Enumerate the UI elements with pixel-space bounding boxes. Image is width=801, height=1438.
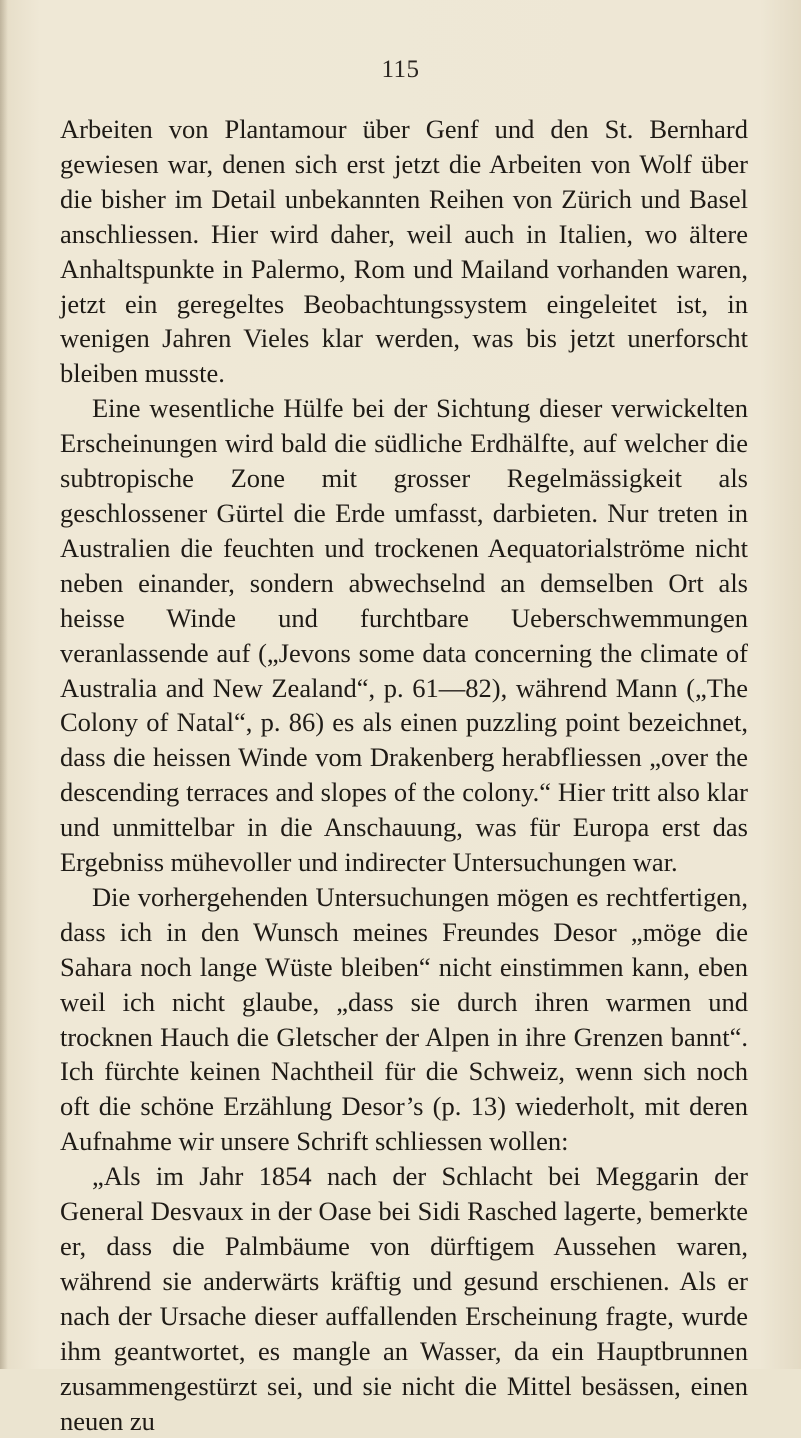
page-edge-shadow: [0, 0, 8, 1369]
paragraph: Eine wesentliche Hülfe bei der Sichtung dieser verwickelten Erscheinungen wird bald die südliche Erdhälfte, auf welcher die subtropische Zone mit grosser Regelmässigkeit als geschlossener Gürtel die Erde umfasst, darbieten. Nur treten in Australien die feuchten und trockenen Aequatorialströme nicht neben einander, sondern abwechselnd an demselben Ort als heisse Winde und furchtbare Ueberschwemmungen veranlassende auf („Jevons some data concerning the climate of Australia and New Zealand“, p. 61—82), während Mann („The Colony of Natal“, p. 86) es als einen puzzling point bezeichnet, dass die heissen Winde vom Drakenberg herabfliessen „over the descending terraces and slopes of the colony.“ Hier tritt also klar und unmittelbar in die Anschauung, was für Europa erst das Ergebniss mühevoller und indirecter Untersuchungen war.: [60, 393, 748, 878]
page-number: 115: [381, 56, 420, 83]
paragraph: Die vorhergehenden Untersuchungen mögen es rechtfertigen, dass ich in den Wunsch meines Freundes Desor „möge die Sahara noch lange Wüste bleiben“ nicht einstimmen kann, eben weil ich nicht glaube, „dass sie durch ihren warmen und trocknen Hauch die Gletscher der Alpen in ihre Grenzen bannt“. Ich fürchte keinen Nachtheil für die Schweiz, wenn sich noch oft die schöne Erzählung Desor’s (p. 13) wiederholt, mit deren Aufnahme wir unsere Schrift schliessen wollen:: [60, 881, 748, 1157]
paragraph: „Als im Jahr 1854 nach der Schlacht bei Meggarin der General Desvaux in der Oase bei Sidi Rasched lagerte, bemerkte er, dass die Palmbäume von dürftigem Aussehen waren, während sie anderwärts kräftig und gesund erschienen. Als er nach der Ursache dieser auffallenden Erscheinung fragte, wurde ihm geantwortet, es mangle an Wasser, da ein Hauptbrunnen zusammengestürzt sei, und sie nicht die Mittel besässen, einen neuen zu: [60, 1161, 748, 1436]
paragraph: Arbeiten von Plantamour über Genf und den St. Bernhard gewiesen war, denen sich erst jetzt die Arbeiten von Wolf über die bisher im Detail unbekannten Reihen von Zürich und Basel anschliessen. Hier wird daher, weil auch in Italien, wo ältere Anhaltspunkte in Palermo, Rom und Mailand vorhanden waren, jetzt ein geregeltes Beobachtungssystem eingeleitet ist, in wenigen Jahren Vieles klar werden, was bis jetzt unerforscht bleiben musste.: [60, 114, 748, 389]
body-text: [60, 112, 748, 1438]
